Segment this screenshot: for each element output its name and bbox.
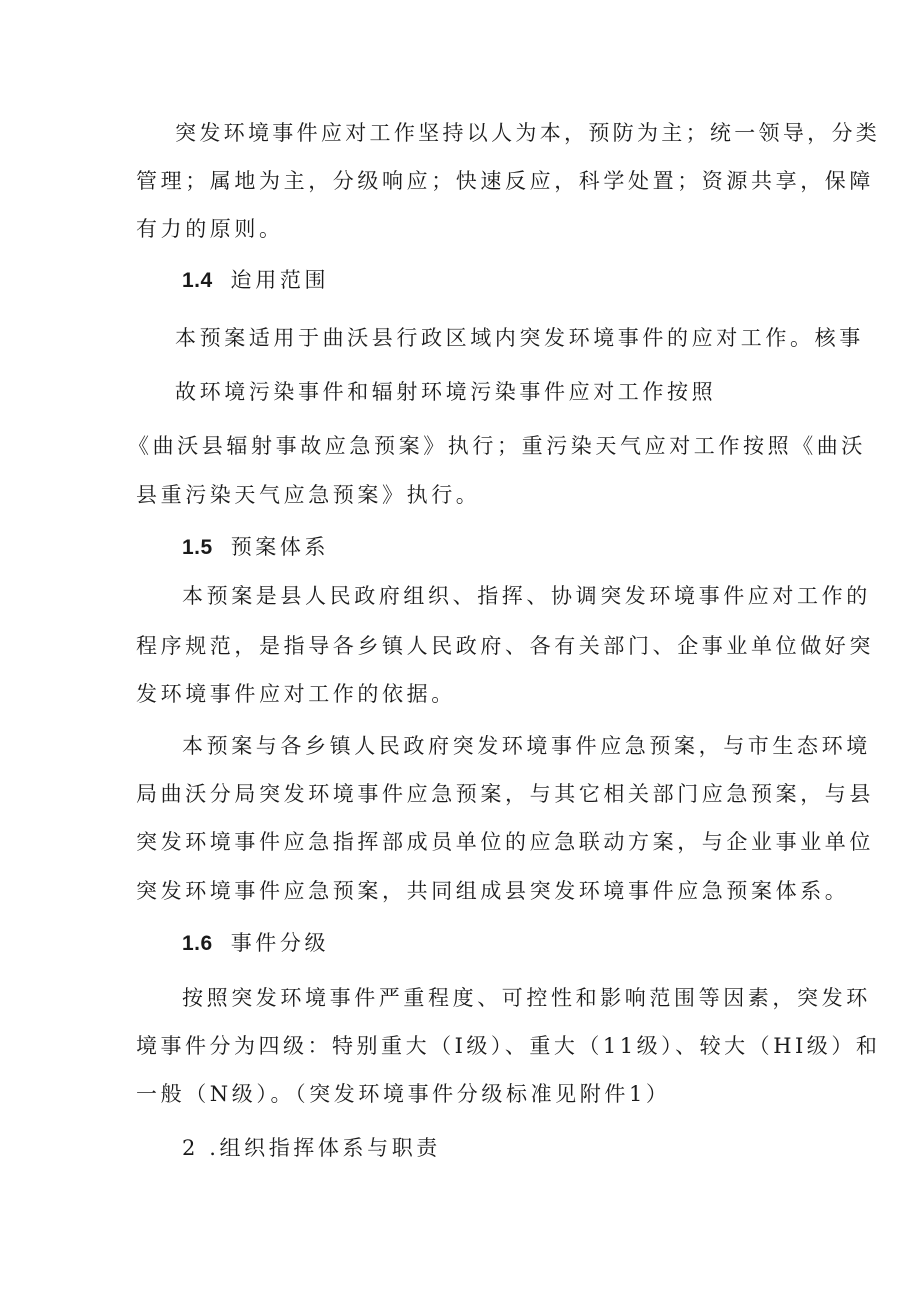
paragraph-system2-line-2: 局曲沃分局突发环境事件应急预案，与其它相关部门应急预案，与县: [136, 782, 874, 806]
paragraph-system1-line-3: 发环境事件应对工作的依据。: [136, 682, 456, 706]
paragraph-principle-line-3: 有力的原则。: [136, 217, 284, 241]
paragraph-principle-line-1: 突发环境事件应对工作坚持以人为本，预防为主；统一领导，分类: [175, 121, 881, 145]
section-title: 迨用范围: [230, 268, 330, 292]
paragraph-system2-line-4: 突发环境事件应急预案，共同组成县突发环境事件应急预案体系。: [136, 879, 850, 903]
section-heading-2: 2 .组织指挥体系与职责: [182, 1136, 441, 1160]
section-number: 1.4: [182, 269, 213, 292]
paragraph-system1-line-1: 本预案是县人民政府组织、指挥、协调突发环境事件应对工作的: [182, 584, 871, 608]
section-title: 预案体系: [230, 535, 330, 559]
section-heading-1-6: [182, 928, 329, 959]
paragraph-grading-line-3: 一般（N级）。（突发环境事件分级标准见附件1）: [136, 1082, 671, 1106]
paragraph-grading-line-2: 境事件分为四级：特别重大（I级）、重大（11级）、较大（HI级）和: [136, 1034, 881, 1058]
section-number: 1.6: [182, 932, 213, 955]
section-heading-1-5: [182, 532, 329, 563]
paragraph-system1-line-2: 程序规范，是指导各乡镇人民政府、各有关部门、企事业单位做好突: [136, 634, 874, 658]
paragraph-scope-line-4: 县重污染天气应急预案》执行。: [136, 483, 481, 507]
paragraph-scope-line-3: 《曲沃县辐射事故应急预案》执行；重污染天气应对工作按照《曲沃: [128, 434, 866, 458]
paragraph-principle-line-2: 管理；属地为主，分级响应；快速反应，科学处置；资源共享，保障: [136, 169, 874, 193]
paragraph-system2-line-3: 突发环境事件应急指挥部成员单位的应急联动方案，与企业事业单位: [136, 830, 874, 854]
paragraph-scope-line-2: 故环境污染事件和辐射环境污染事件应对工作按照: [175, 380, 717, 404]
section-number: 1.5: [182, 536, 213, 559]
paragraph-system2-line-1: 本预案与各乡镇人民政府突发环境事件应急预案，与市生态环境: [182, 734, 871, 758]
paragraph-scope-line-1: 本预案适用于曲沃县行政区域内突发环境事件的应对工作。核事: [175, 326, 864, 350]
section-title: 事件分级: [230, 931, 330, 955]
section-heading-1-4: [182, 265, 329, 296]
paragraph-grading-line-1: 按照突发环境事件严重程度、可控性和影响范围等因素，突发环: [182, 986, 871, 1010]
